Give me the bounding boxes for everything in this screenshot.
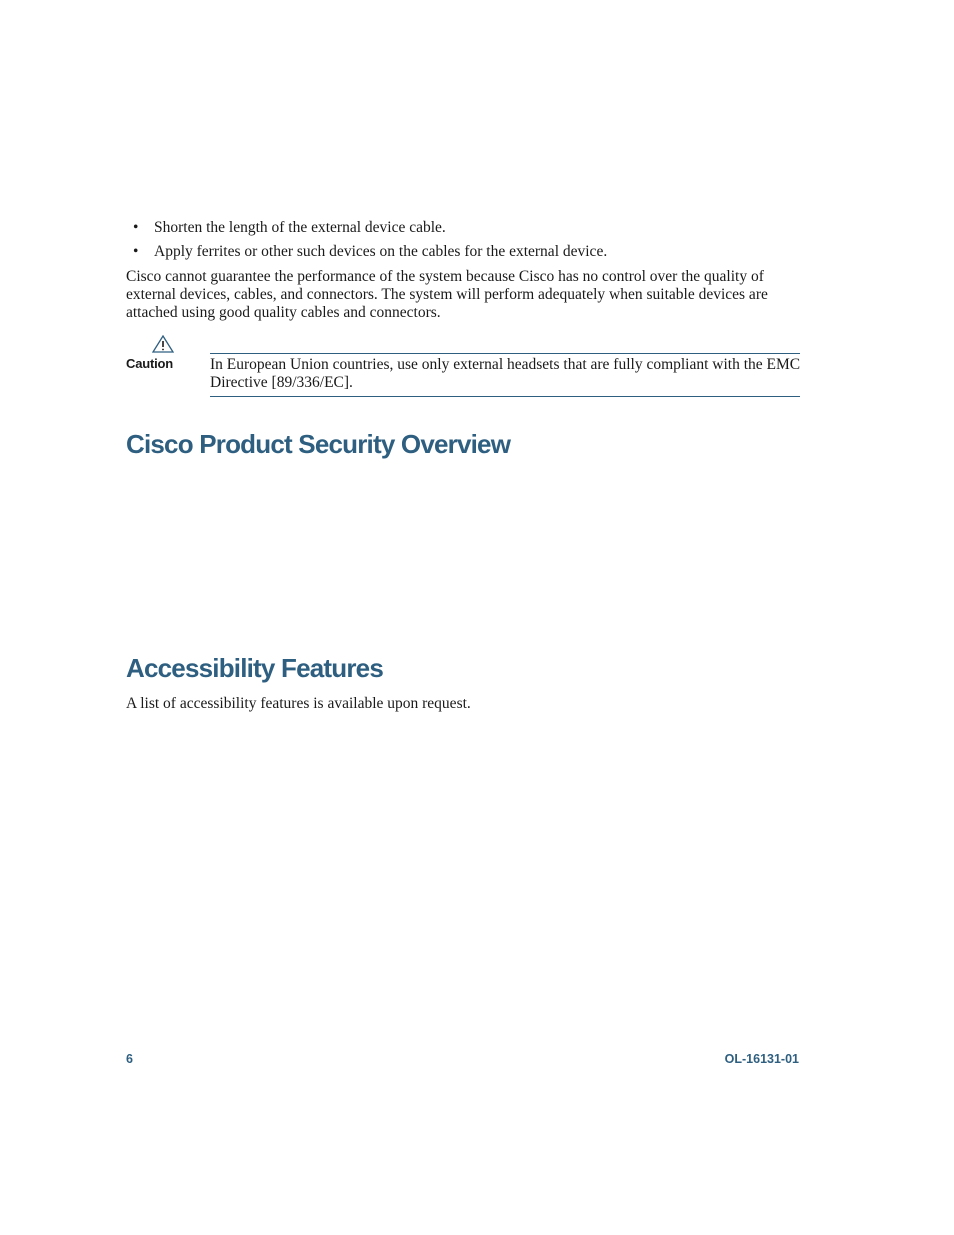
list-item [133, 243, 803, 261]
list-item [133, 219, 803, 237]
caution-rule-top [210, 353, 800, 354]
section-heading-security: Cisco Product Security Overview [126, 429, 511, 459]
caution-text: In European Union countries, use only external headsets that are fully compliant with the EMC Directive [89/336/EC]. [210, 356, 801, 391]
body-paragraph: Cisco cannot guarantee the performance of the system because Cisco has no control over the quality of external devices, cables, and connectors. The system will perform adequately when suitable devices are attached using good quality cables and connectors. [126, 268, 768, 321]
caution-rule-bottom [210, 396, 800, 397]
bullet-text: Shorten the length of the external device cable. [154, 219, 446, 236]
bullet-glyph: • [133, 243, 139, 260]
bullet-glyph: • [133, 219, 139, 236]
bullet-list [133, 219, 803, 267]
accessibility-paragraph: A list of accessibility features is available upon request. [126, 695, 471, 712]
warning-triangle-icon [152, 335, 174, 353]
caution-label: Caution [126, 356, 173, 371]
section-heading-accessibility: Accessibility Features [126, 653, 383, 683]
document-id: OL-16131-01 [724, 1052, 799, 1066]
page-number: 6 [126, 1052, 133, 1066]
bullet-text: Apply ferrites or other such devices on the cables for the external device. [154, 243, 608, 260]
